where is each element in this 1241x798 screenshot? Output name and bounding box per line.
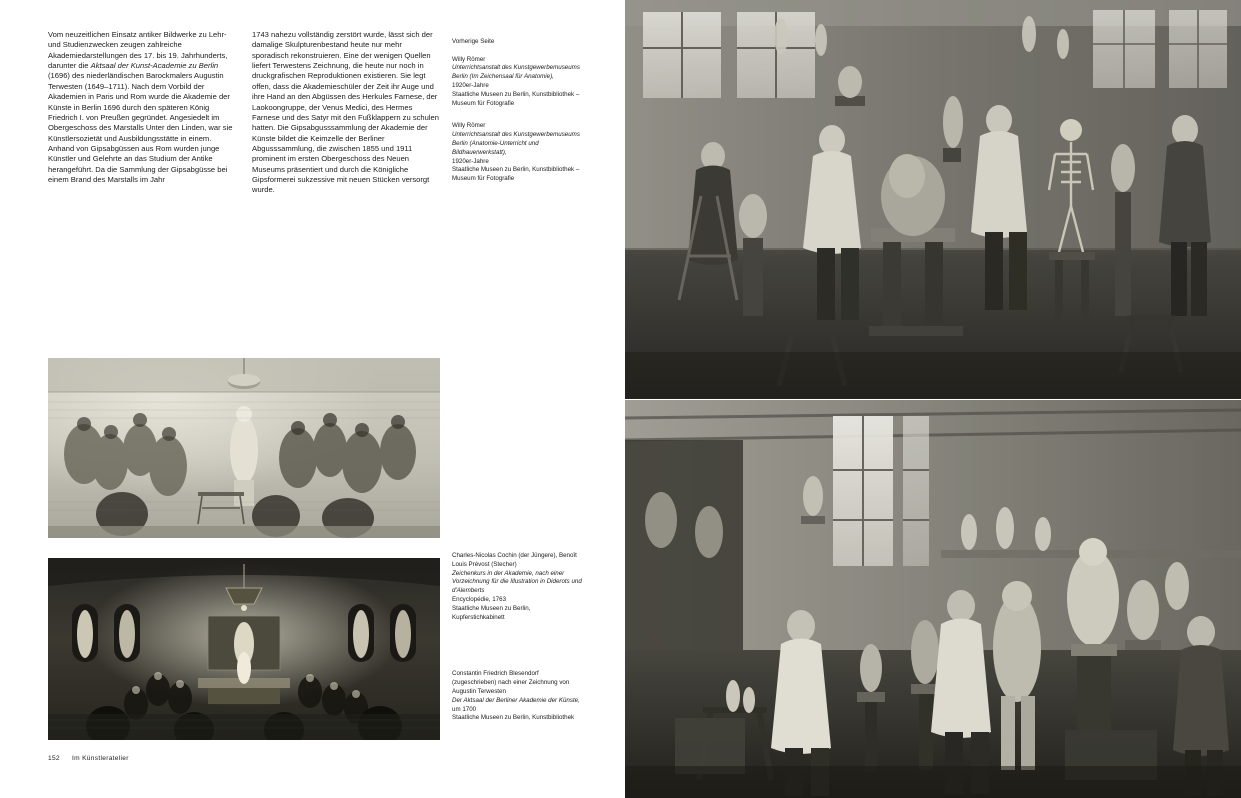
caption-theatre-l3: um 1700 [452,705,477,713]
running-head: Im Künstleratelier [72,755,129,762]
caption-photo-bottom [452,122,582,184]
caption-engraving-l1: Charles-Nicolas Cochin (der Jüngere), Benoît Louis Prévost (Stecher) [452,552,577,568]
caption-engraving-l4: Staatliche Museen zu Berlin, Kupferstichkabinett [452,604,531,621]
caption-photo-top-l5: Staatliche Museen zu Berlin, Kunstbibliothek – Museum für Fotografie [452,90,580,107]
caption-photo-bottom-l1: Willy Römer [452,122,486,130]
caption-theatre-l2: Der Aktsaal der Berliner Akademie der Künste, [452,696,580,704]
body-column-2 [252,30,439,196]
body-text-columns [48,30,440,196]
caption-engraving-l2: Zeichenkurs in der Akademie, nach einer Vorzeichnung für die Illustration in Diderots und d'Alemberts [452,569,582,595]
body-column-2-text: 1743 nahezu vollständig zerstört wurde, lässt sich der damalige Skulpturenbestand heute nur mehr sporadisch rekonstruieren. Eine der wenigen Quellen liefert Terwestens Zeichnung, die heute nur noch in druckgrafischen Reproduktionen existieren. Sie legt offen, dass die Akademieschüler der Zeit ihr Auge und ihre Hand an den Abgüssen des Herkules Farnese, der Laokoongruppe, der Venus Medici, des Hermes Farnese und des Satyr mit den Fußklappern zu schulen hatten. Die Gipsabgusssammlung der Akademie der Künste bildet die Keimzelle der Berliner Abgusssammlung, die zwischen 1855 und 1911 prominent im ersten Obergeschoss des Neuen Museums präsentiert und durch die Königliche Gipsformerei sukzessive mit neuen Stücken versorgt wurde. [252,30,439,195]
caption-theatre [452,670,584,723]
caption-column-engravings [452,552,584,737]
caption-engraving [452,552,584,622]
page-right [614,0,1241,798]
caption-theatre-l1: Constantin Friedrich Blesendorf (zugeschrieben) nach einer Zeichnung von Augustin Terwesten [452,670,570,695]
caption-photo-top-l4: 1920er-Jahre [452,81,489,89]
page-footer [48,755,129,762]
image-engraving-drawing-class [48,358,440,538]
caption-photo-top-l1: Vorherige Seite [452,38,495,45]
caption-engraving-l3: Encyclopédie, 1763 [452,595,507,603]
photo-anatomy-drawing-hall [625,0,1241,399]
page-left [0,0,614,798]
image-engraving-aktsaal [48,558,440,740]
caption-column-photos [452,38,582,198]
italic-work-title: Aktsaal der Kunst-Academie zu Berlin [90,61,219,71]
caption-photo-bottom-l2: Unterrichtsanstalt des Kunstgewerbemuseums Berlin (Anatomie-Unterricht und Bildhauerwerkstatt), [452,131,580,156]
photo-sculpture-workshop [625,400,1241,798]
caption-photo-bottom-l3: 1920er-Jahre [452,157,489,165]
body-column-1: Vom neuzeitlichen Einsatz antiker Bildwerke zu Lehr- und Studienzwecken zeugen zahlreiche Akademiedarstellungen des 17. bis 19. Jahrhunderts, darunter die Aktsaal der Kunst-Academie zu Berlin (1696) des niederländischen Barockmalers Augustin Terwesten (1649–1711). Nach dem Vorbild der Akademien in Paris und Rom wurde die Akademie der Künste in Berlin 1696 durch den späteren König Friedrich I. von Preußen gegründet. Angesiedelt im Obergeschoss des Marstalls Unter den Linden, war sie Künstlersozietät und Ausbildungsstätte in einem. Anhand von Gipsabgüssen aus Rom wurden junge Künstler und Gelehrte an das Studium der Antike herangeführt. Da die Sammlung der Gipsabgüsse bei einem Brand des Marstalls im Jahr [48,30,233,185]
caption-photo-top [452,38,582,108]
caption-photo-top-l3: Unterrichtsanstalt des Kunstgewerbemuseums Berlin (Im Zeichensaal für Anatomie), [452,64,580,81]
caption-photo-top-l2: Willy Römer [452,55,486,63]
caption-theatre-l4: Staatliche Museen zu Berlin, Kunstbibliothek [452,714,575,722]
caption-photo-bottom-l4: Staatliche Museen zu Berlin, Kunstbibliothek – Museum für Fotografie [452,166,580,183]
folio-number: 152 [48,755,60,762]
